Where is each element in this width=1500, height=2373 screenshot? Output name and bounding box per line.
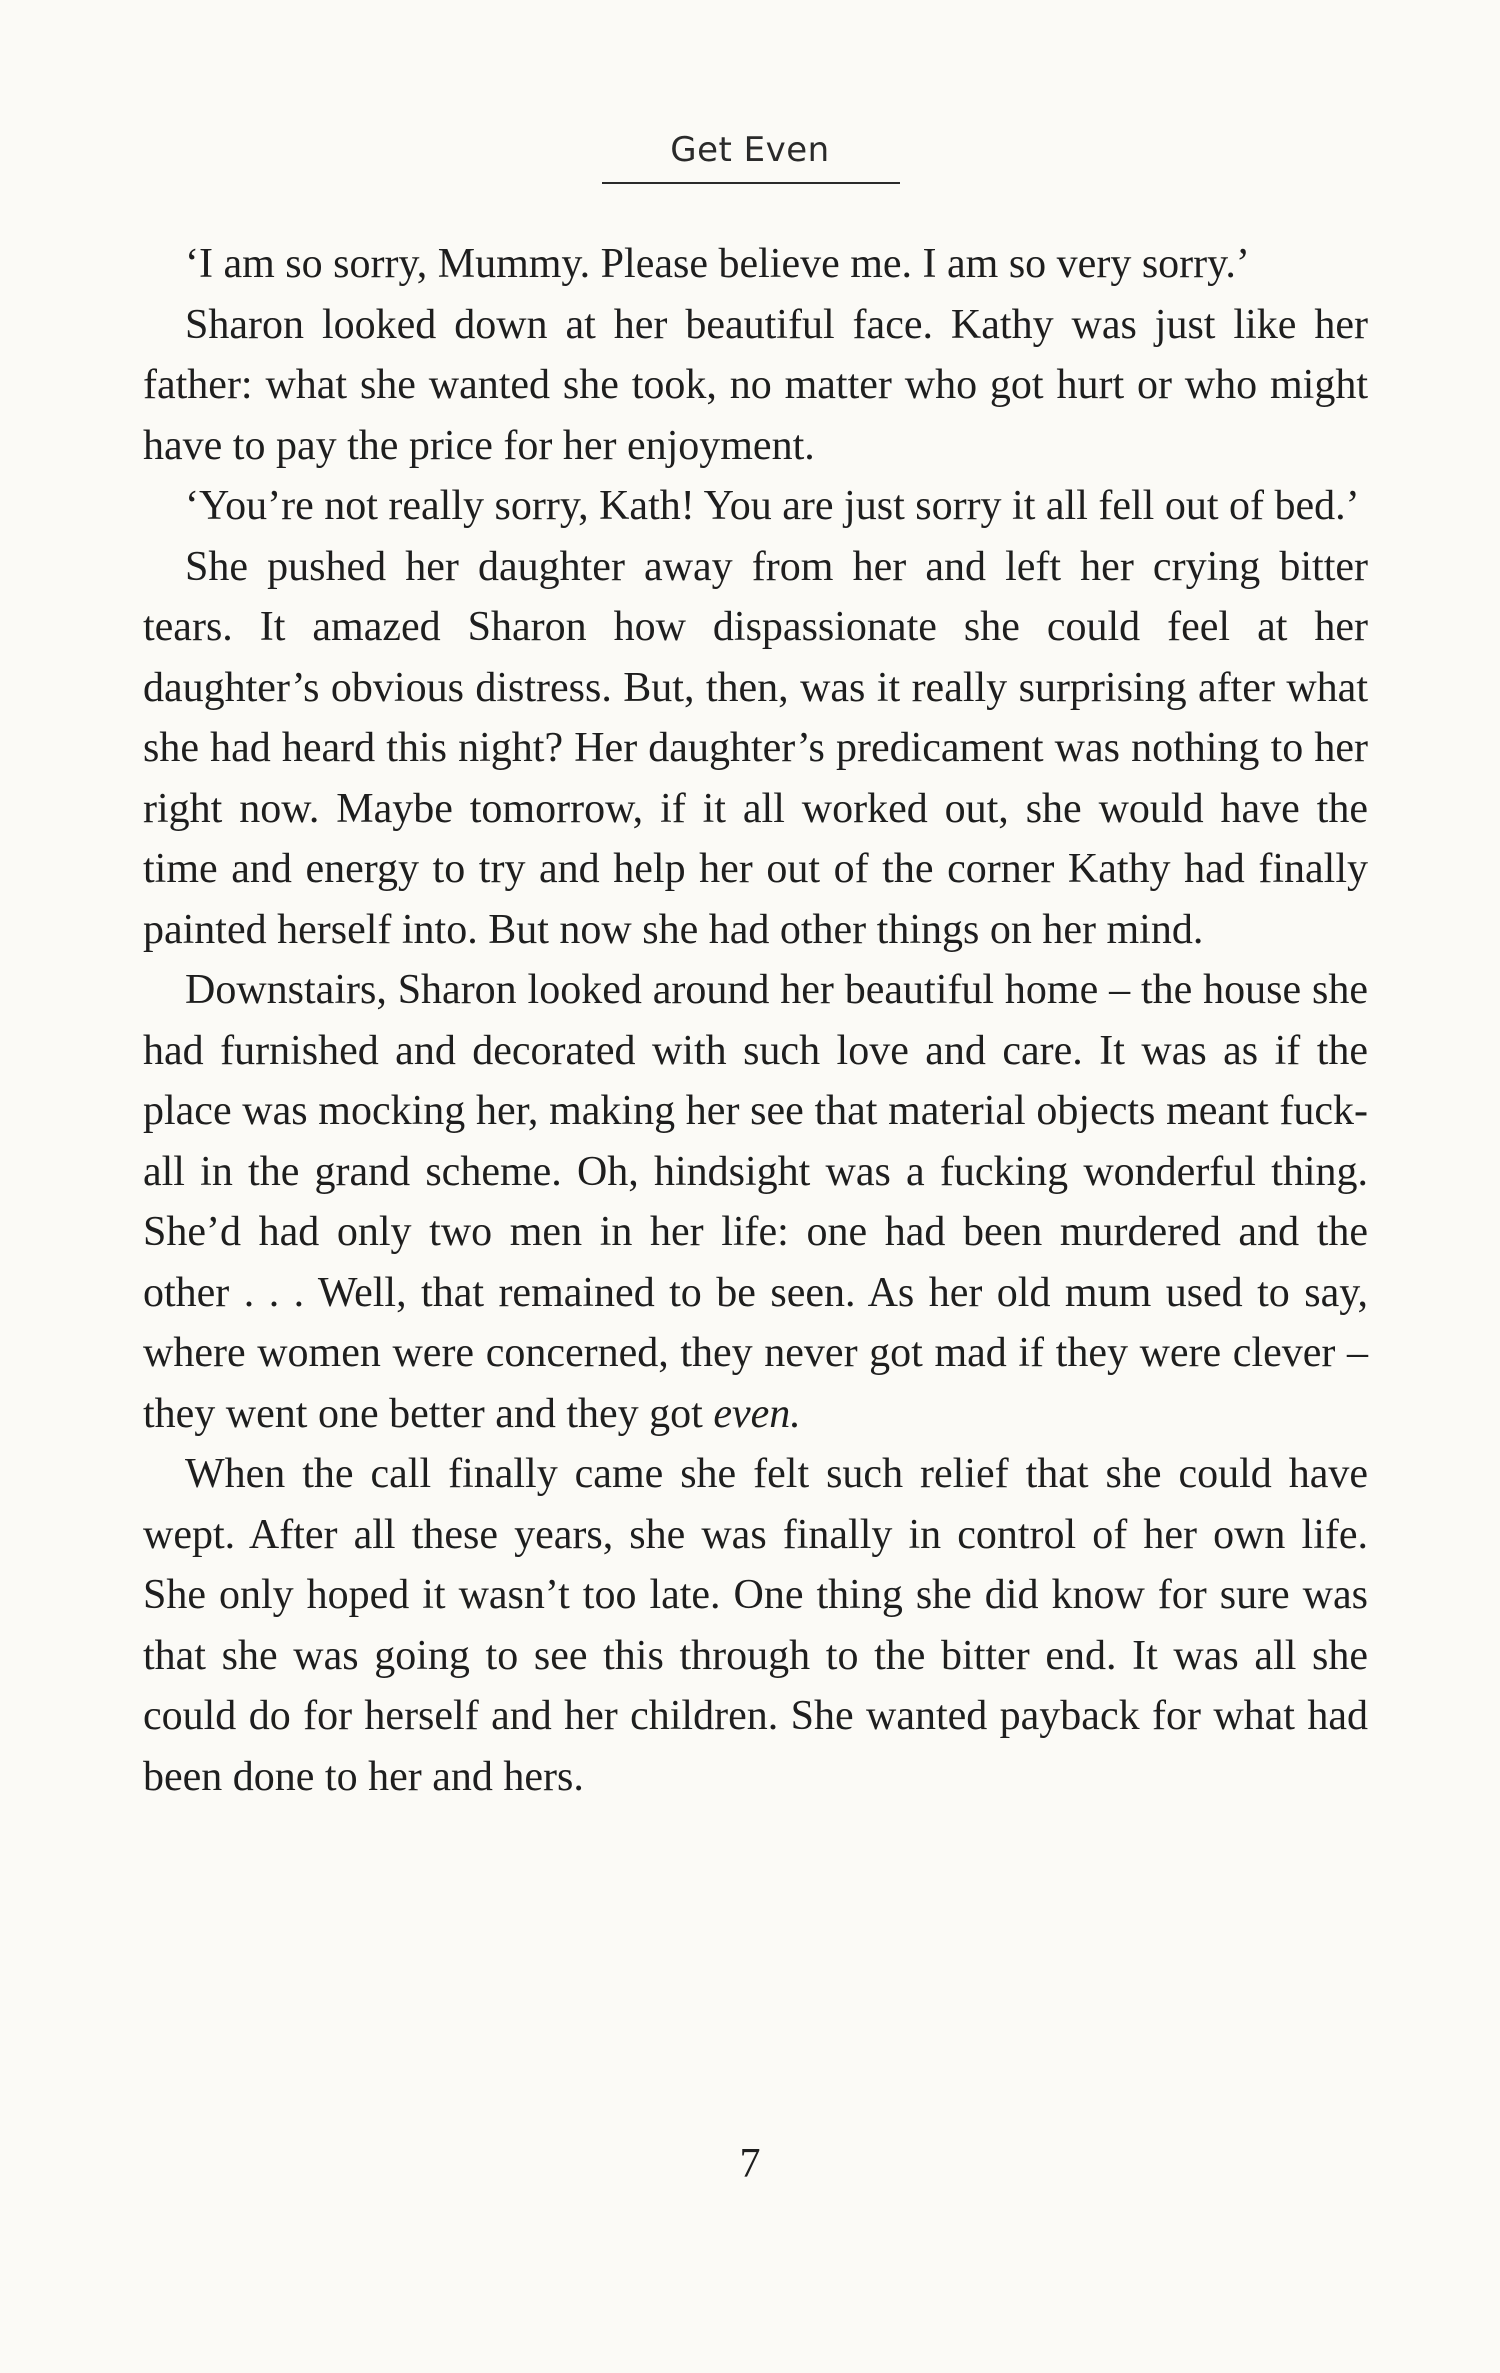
running-head: Get Even bbox=[670, 130, 830, 170]
paragraph-5-text: Downstairs, Sharon looked around her beautiful home – the house she had furnished and decorated with such love and care. It was as if the place was mocking her, making her see that material objects meant fuck-all in the grand scheme. Oh, hindsight was a fucking wonderful thing. She’d had only two men in her life: one had been murdered and the other . . . Well, that remained to be seen. As her old mum used to say, where women were concerned, they never got mad if they were clever – they went one better and they got bbox=[143, 967, 1368, 1437]
emphasis-word: even. bbox=[713, 1390, 801, 1437]
paragraph-5 bbox=[143, 960, 1368, 1444]
page-number: 7 bbox=[739, 2141, 761, 2187]
paragraph-3: ‘You’re not really sorry, Kath! You are just sorry it all fell out of bed.’ bbox=[185, 483, 1360, 529]
body-text bbox=[143, 234, 1368, 1807]
paragraph-1: ‘I am so sorry, Mummy. Please believe me. I am so very sorry.’ bbox=[185, 241, 1250, 287]
running-head-rule bbox=[602, 182, 900, 184]
paragraph-6: When the call finally came she felt such relief that she could have wept. After all these years, she was finally in control of her own life. She only hoped it wasn’t too late. One thing she did know for sure was that she was going to see this through to the bitter end. It was all she could do for herself and her children. She wanted payback for what had been done to her and hers. bbox=[143, 1451, 1368, 1800]
paragraph-4: She pushed her daughter away from her and left her crying bitter tears. It amazed Sharon how dispassionate she could feel at her daughter’s obvious distress. But, then, was it really surprising after what she had heard this night? Her daughter’s predicament was nothing to her right now. Maybe tomorrow, if it all worked out, she would have the time and energy to try and help her out of the corner Kathy had finally painted herself into. But now she had other things on her mind. bbox=[143, 543, 1368, 953]
paragraph-2: Sharon looked down at her beautiful face. Kathy was just like her father: what she wanted she took, no matter who got hurt or who might have to pay the price for her enjoyment. bbox=[143, 301, 1368, 469]
